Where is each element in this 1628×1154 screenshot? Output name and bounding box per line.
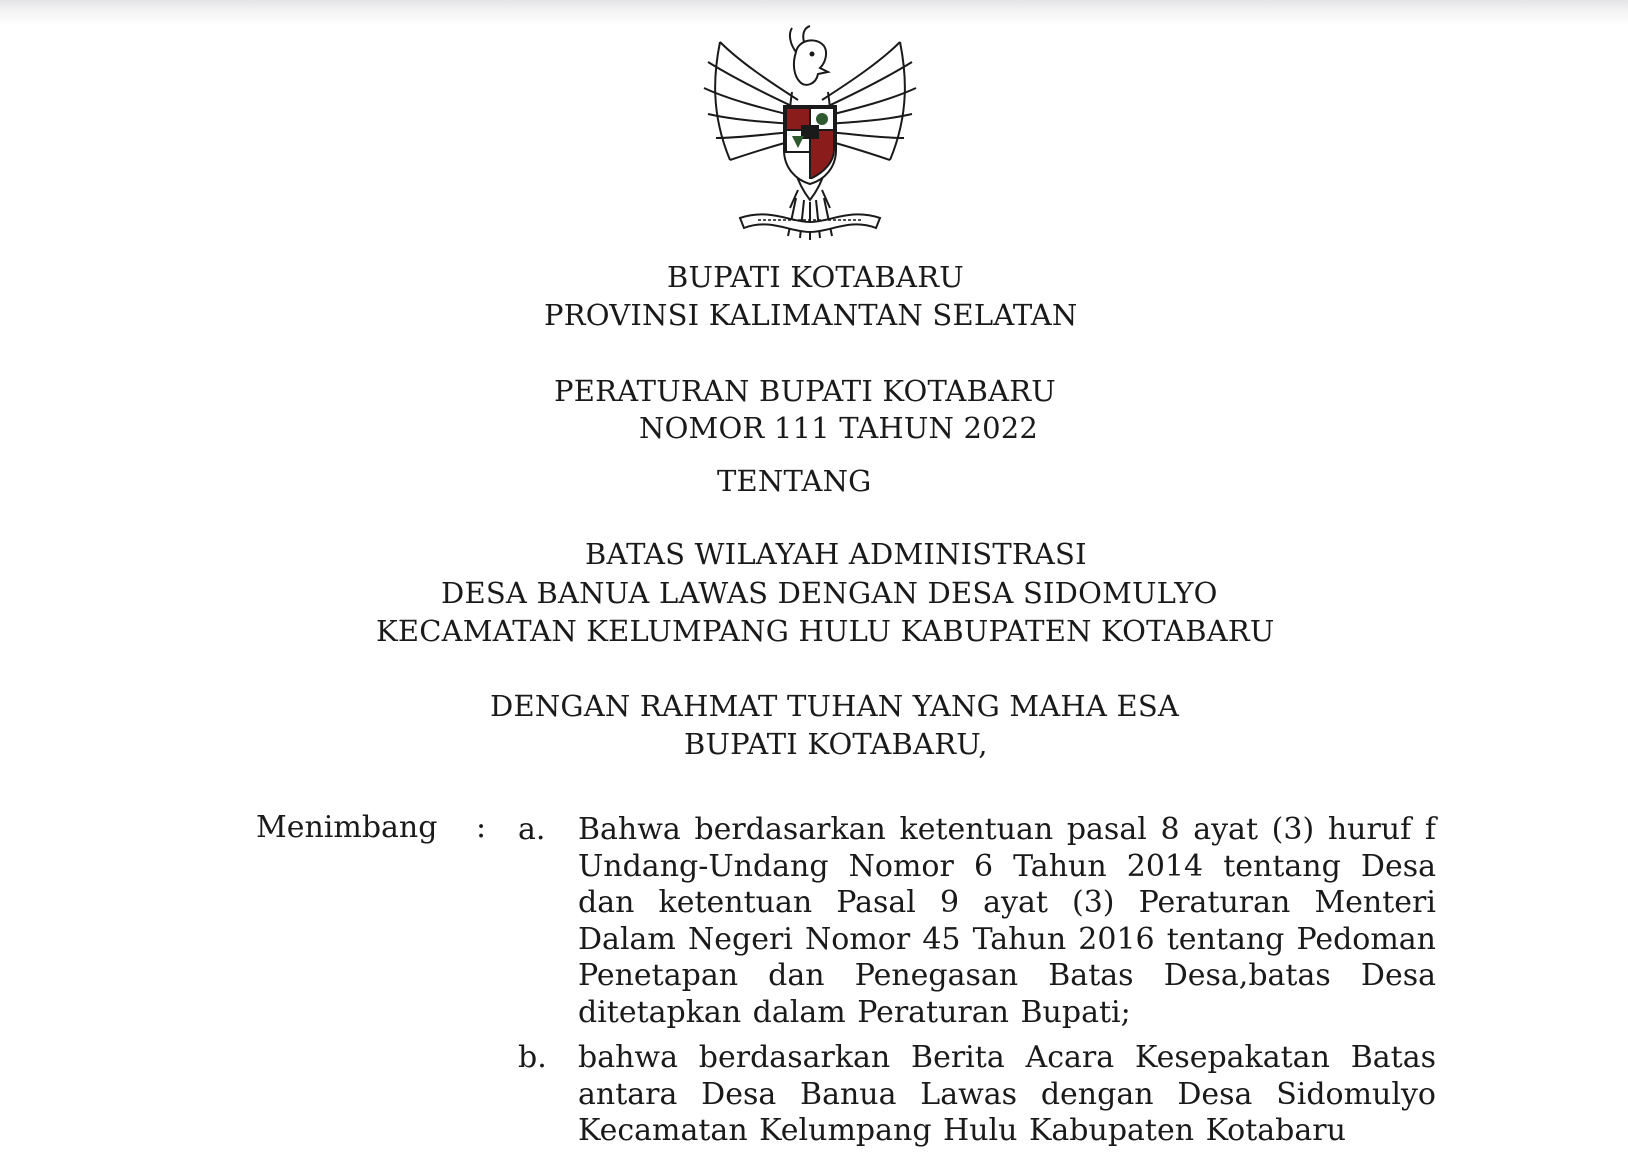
header-line-2: PROVINSI KALIMANTAN SELATAN: [544, 298, 1078, 332]
regulation-title: PERATURAN BUPATI KOTABARU: [554, 374, 1056, 408]
regulation-number: NOMOR 111 TAHUN 2022: [639, 411, 1039, 445]
subject-line-2: DESA BANUA LAWAS DENGAN DESA SIDOMULYO: [441, 576, 1218, 610]
item-a-text: Bahwa berdasarkan ketentuan pasal 8 ayat (3) huruf f Undang-Undang Nomor 6 Tahun 2014 tentang Desa dan ketentuan Pasal 9 ayat (3) Peraturan Menteri Dalam Negeri Nomor 45 Tahun 2016 tentang Pedoman Penetapan dan Penegasan Batas Desa,batas Desa ditetapkan dalam Peraturan Bupati;: [578, 812, 1436, 1030]
item-b-text: bahwa berdasarkan Berita Acara Kesepakatan Batas antara Desa Banua Lawas dengan Desa Sidomulyo Kecamatan Kelumpang Hulu Kabupaten Kotabaru: [578, 1040, 1436, 1148]
considering-separator: :: [476, 810, 487, 845]
header-line-1: BUPATI KOTABARU: [667, 260, 964, 294]
regulation-about: TENTANG: [717, 464, 872, 498]
subject-line-1: BATAS WILAYAH ADMINISTRASI: [585, 537, 1087, 571]
considering-label: Menimbang: [256, 810, 438, 845]
item-b-letter: b.: [518, 1040, 547, 1075]
garuda-pancasila-emblem: [700, 22, 920, 244]
preamble-line-1: DENGAN RAHMAT TUHAN YANG MAHA ESA: [490, 689, 1180, 723]
subject-line-3: KECAMATAN KELUMPANG HULU KABUPATEN KOTABARU: [376, 614, 1275, 648]
preamble-line-2: BUPATI KOTABARU,: [684, 727, 988, 761]
item-a-letter: a.: [518, 812, 546, 847]
